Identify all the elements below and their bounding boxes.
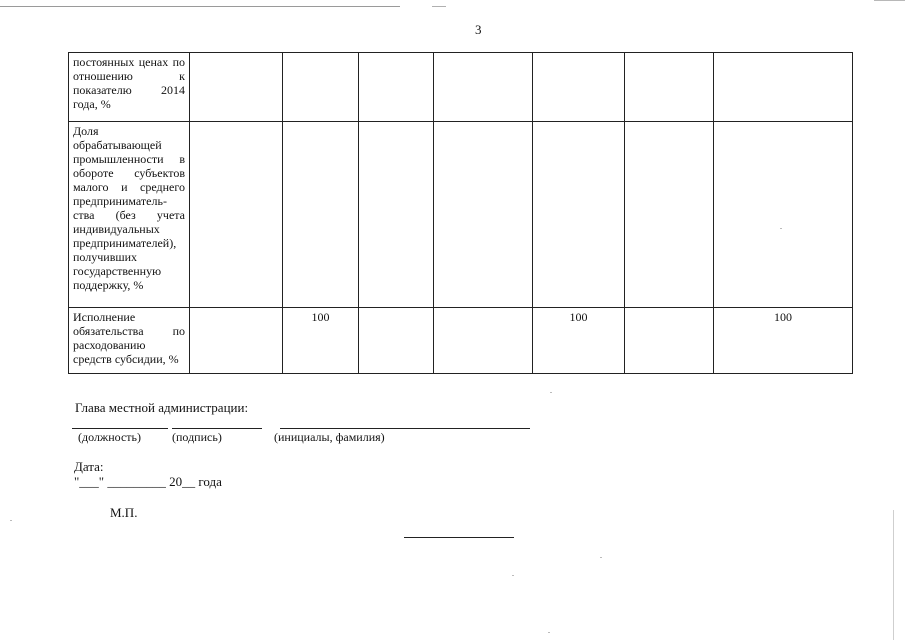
date-field: "___" _________ 20__ года <box>74 474 222 489</box>
scan-speck <box>548 632 550 633</box>
scan-speck <box>550 392 552 393</box>
row-label: Исполнение обязательства по расходованию средств субсидии, % <box>69 308 190 374</box>
table-cell: 100 <box>533 308 625 374</box>
scan-speck <box>512 575 514 576</box>
name-caption: (инициалы, фамилия) <box>274 430 385 444</box>
table-cell <box>190 53 283 122</box>
position-line <box>72 428 168 429</box>
table-cell <box>190 122 283 308</box>
table-cell <box>625 308 714 374</box>
top-scan-mark-right <box>874 0 905 1</box>
table-cell <box>434 308 533 374</box>
name-line <box>280 428 530 429</box>
table-cell <box>283 53 359 122</box>
row-label: Доля обрабатывающей промышленности в обороте субъектов малого и среднего предприниматель-ства (без учета индивидуальных предпринимателей), получивших государственную поддержку, % <box>69 122 190 308</box>
end-rule <box>404 537 514 538</box>
stamp-placeholder: М.П. <box>110 505 138 520</box>
table-row <box>69 53 853 122</box>
table-cell <box>625 53 714 122</box>
table-cell <box>359 53 434 122</box>
scan-speck <box>780 228 782 229</box>
table-cell <box>533 122 625 308</box>
indicator-table <box>68 52 853 374</box>
position-caption: (должность) <box>78 430 141 444</box>
table-cell <box>625 122 714 308</box>
top-scan-mark <box>432 6 446 7</box>
table-cell <box>434 122 533 308</box>
table-cell <box>359 308 434 374</box>
table-cell <box>190 308 283 374</box>
table-cell <box>533 53 625 122</box>
top-scan-line <box>0 6 400 7</box>
table-cell <box>359 122 434 308</box>
signature-line <box>172 428 262 429</box>
row-label: постоянных ценах по отношению к показателю 2014 года, % <box>69 53 190 122</box>
page-number: 3 <box>475 22 482 37</box>
table-row <box>69 122 853 308</box>
scan-edge-line <box>893 510 894 640</box>
table-cell <box>434 53 533 122</box>
scan-speck <box>10 520 12 521</box>
signature-caption: (подпись) <box>172 430 222 444</box>
table-cell: 100 <box>283 308 359 374</box>
table-cell <box>283 122 359 308</box>
signature-title: Глава местной администрации: <box>75 400 249 415</box>
table-cell: 100 <box>714 308 853 374</box>
table-cell <box>714 122 853 308</box>
table-row <box>69 308 853 374</box>
table-cell <box>714 53 853 122</box>
date-label: Дата: <box>74 459 104 474</box>
scan-speck <box>600 557 602 558</box>
